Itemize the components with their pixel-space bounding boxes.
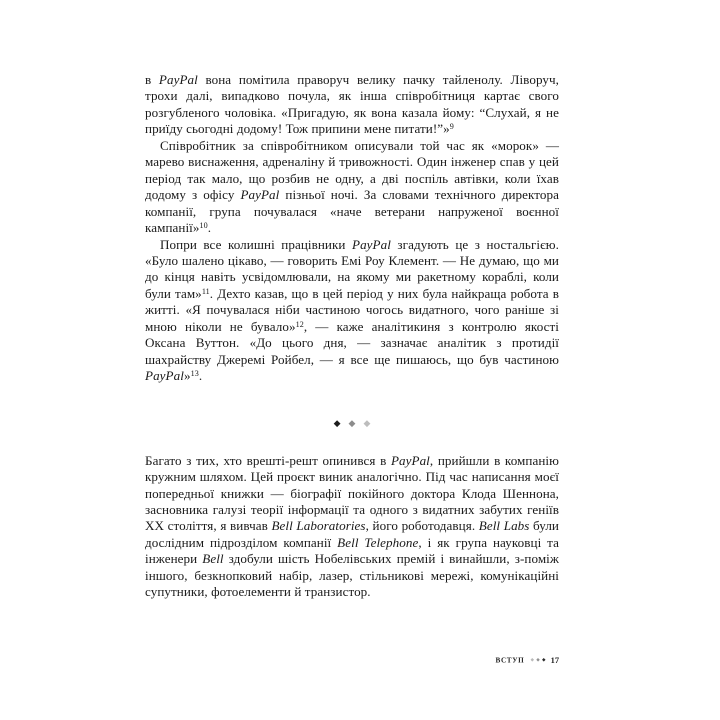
- footnote-marker-12[interactable]: 12: [295, 319, 304, 329]
- diamond-icon: ◆: [530, 657, 535, 663]
- text-run: , — каже аналітикиня з контролю якості Оксана Вуттон. «До цього дня, — зазначає аналітик з протидії шахрайству Джеремі Ройбел, — я все ще пишаюсь, що був частиною: [145, 318, 559, 367]
- text-run: Попри все колишні працівники: [160, 236, 352, 252]
- page-text-block: [145, 72, 559, 601]
- text-run: .: [207, 220, 212, 236]
- paragraph-nostalgia: [145, 237, 559, 385]
- page-number: 17: [550, 655, 559, 665]
- text-run: , його роботодавця.: [365, 518, 479, 534]
- paragraph-morok: [145, 138, 559, 237]
- footnote-marker-10[interactable]: 10: [199, 220, 208, 230]
- text-run: пізньої ночі. За словами технічного директора компанії, група почувалася «наче ветерани напруженої воєнної кампанії»: [145, 187, 559, 236]
- text-run: . Дехто казав, що в цей період у них була найкраща робота в житті. «Я почувалася ніби частиною чогось видатного, чого раніше зі мною ніколи не бувало»: [145, 285, 559, 334]
- paragraph-continued: [145, 72, 559, 138]
- italic-term-paypal: PayPal: [390, 452, 430, 468]
- italic-term-bell-labs: Bell Labs: [478, 518, 530, 534]
- text-run: згадують це з ностальгією. «Було шалено цікаво, — говорить Емі Роу Клемент. — Не думаю, що ми до кінця навіть усвідомлювали, на якому ми ракетному кораблі, коли були там»: [145, 236, 559, 301]
- italic-term-paypal: PayPal: [352, 236, 391, 252]
- section-break-ornament: [145, 403, 559, 447]
- footnote-marker-13[interactable]: 13: [190, 368, 199, 378]
- italic-term-bell-telephone: Bell Telephone: [337, 534, 419, 550]
- diamond-icon: ◆: [348, 419, 356, 430]
- italic-term-paypal: PayPal: [240, 187, 280, 203]
- text-run: Багато з тих, хто врешті-решт опинився в: [145, 452, 391, 468]
- diamond-icon: ◆: [363, 419, 371, 430]
- footnote-marker-9[interactable]: 9: [449, 122, 454, 132]
- footnote-marker-11[interactable]: 11: [201, 286, 210, 296]
- italic-term-paypal: PayPal: [145, 368, 184, 384]
- text-run: здобули шість Нобелівських премій і винайшли, з-поміж іншого, безкнопковий набір, лазер, стільникові мережі, комунікаційні супутники, фотоелементи й транзистор.: [145, 551, 559, 600]
- text-run: .: [198, 368, 203, 384]
- diamond-icon: ◆: [536, 657, 540, 663]
- italic-term-bell-laboratories: Bell Laboratories: [271, 518, 366, 534]
- paragraph-bell-labs: [145, 453, 559, 601]
- text-run: Співробітник за співробітником описували той час як «морок» — марево виснаження, адреналіну й тривожності. Один інженер спав у цей період так мало, що розбив не одну, а дві поспіль автівки, коли їхав додому з офісу: [145, 137, 559, 203]
- text-run: , і як група науковці та інженери: [145, 534, 559, 567]
- text-run: в: [145, 72, 159, 87]
- diamond-icon: ◆: [333, 419, 341, 430]
- diamond-icon: ◆: [541, 657, 546, 663]
- spacer: [145, 385, 559, 403]
- text-run: були дослідним підрозділом компанії: [145, 518, 559, 550]
- text-run: , прийшли в компанію кружним шляхом. Цей проєкт виник аналогічно. Під час написання моєї попередньої книжки — біографії покійного доктора Клода Шеннона, засновника галузі теорії інформації та одного з видатних забутих геніїв XX століття, я вивчав: [145, 452, 559, 534]
- italic-term-paypal: PayPal: [158, 72, 198, 87]
- italic-term-bell: Bell: [202, 551, 224, 567]
- running-head: ВСТУП: [495, 656, 525, 665]
- text-run: »: [183, 368, 191, 384]
- page-footer: [145, 651, 559, 669]
- text-run: вона помітила праворуч велику пачку тайленолу. Ліворуч, трохи далі, випадково почула, як інша співробітниця картає свого розгубленого чоловіка. «Пригадую, як вона казала йому: “Слухай, я не приїду сьогодні додому! Тож припини мене питати!”»: [145, 72, 559, 137]
